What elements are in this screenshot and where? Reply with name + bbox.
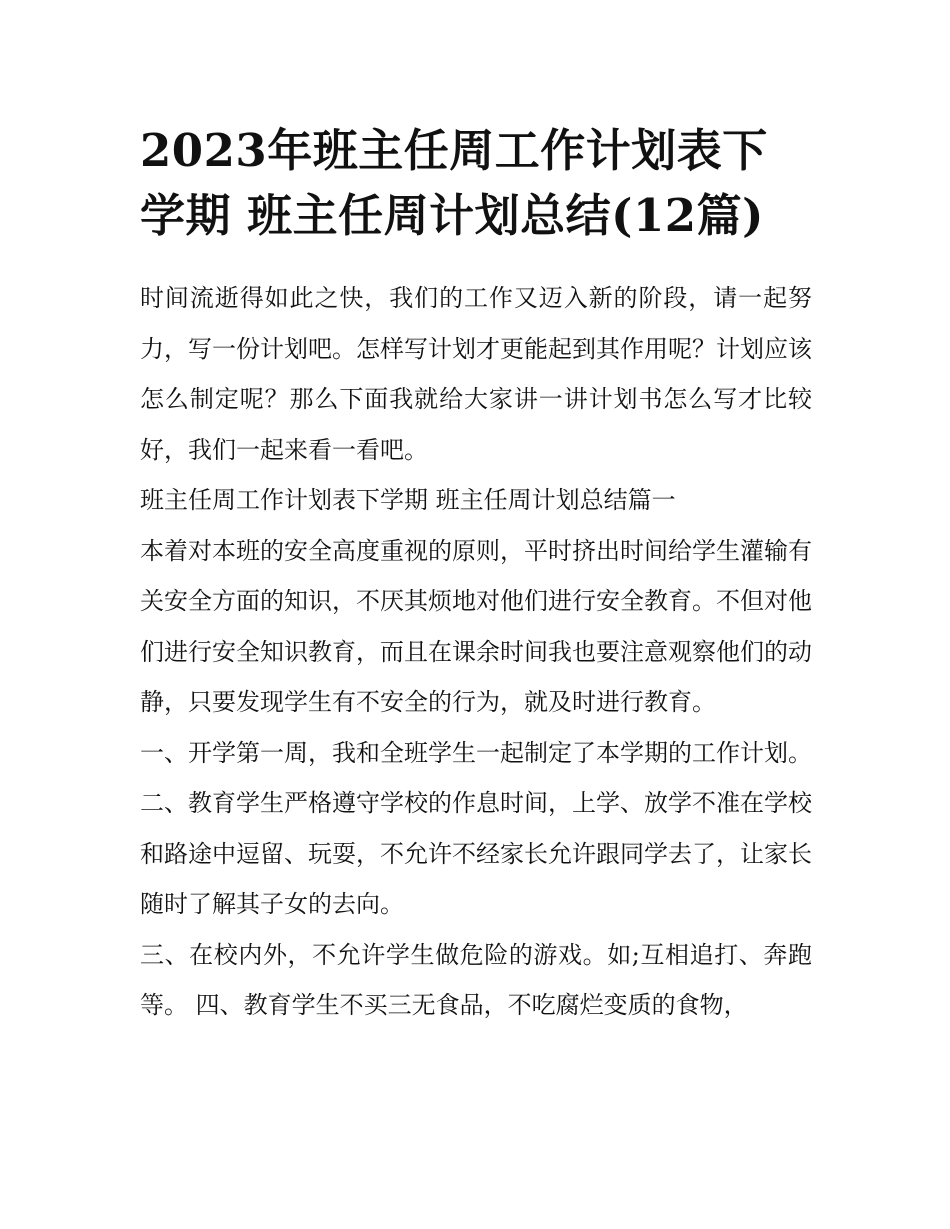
list-item-3: 三、在校内外，不允许学生做危险的游戏。如;互相追打、奔跑等。 四、教育学生不买三无食品，不吃腐烂变质的食物， (140, 940, 812, 1019)
intro-paragraph: 时间流逝得如此之快，我们的工作又迈入新的阶段，请一起努力，写一份计划吧。怎样写计划才更能起到其作用呢？计划应该怎么制定呢？那么下面我就给大家讲一讲计划书怎么写才比较好，我们一起来看一看吧。 (140, 284, 812, 464)
body-paragraph: 本着对本班的安全高度重视的原则，平时挤出时间给学生灌输有关安全方面的知识，不厌其烦地对他们进行安全教育。不但对他们进行安全知识教育，而且在课余时间我也要注意观察他们的动静，只要发现学生有不安全的行为，就及时进行教育。 (140, 536, 812, 716)
document-body (140, 273, 812, 1031)
section-heading: 班主任周工作计划表下学期 班主任周计划总结篇一 (140, 486, 676, 514)
document-page (140, 118, 812, 1031)
list-item-1: 一、开学第一周，我和全班学生一起制定了本学期的工作计划。 (140, 738, 812, 767)
document-title: 2023年班主任周工作计划表下学期 班主任周计划总结(12篇) (140, 124, 768, 242)
list-item-2: 二、教育学生严格遵守学校的作息时间，上学、放学不准在学校和路途中逗留、玩耍，不允许不经家长允许跟同学去了，让家长随时了解其子女的去向。 (140, 789, 812, 918)
